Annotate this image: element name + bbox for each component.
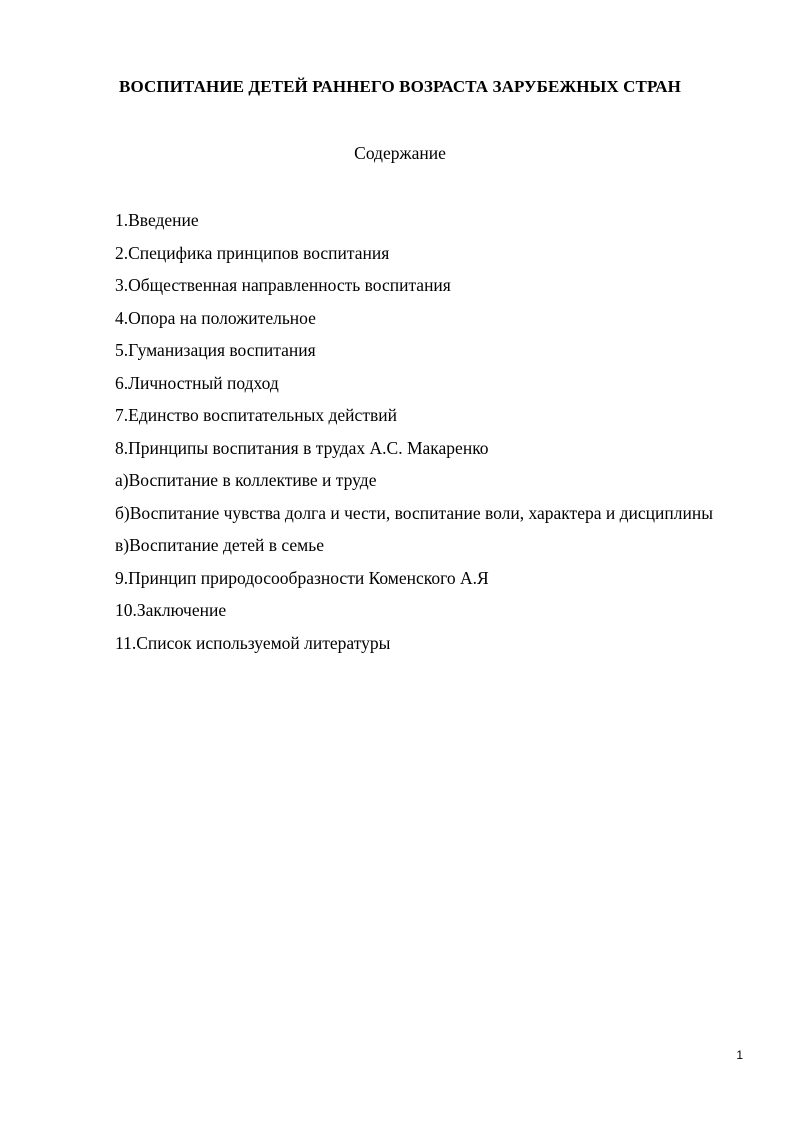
- toc-item: 6.Личностный подход: [115, 372, 279, 393]
- document-title: ВОСПИТАНИЕ ДЕТЕЙ РАННЕГО ВОЗРАСТА ЗАРУБЕЖНЫХ СТРАН: [119, 77, 681, 96]
- toc-item: 9.Принцип природосообразности Коменского А.Я: [115, 567, 489, 588]
- toc-item: 8.Принципы воспитания в трудах А.С. Макаренко: [115, 437, 489, 458]
- toc-item: 3.Общественная направленность воспитания: [115, 275, 451, 295]
- table-of-contents: [115, 204, 743, 659]
- toc-item: б)Воспитание чувства долга и чести, воспитание воли, характера и дисциплины: [115, 502, 713, 523]
- toc-item: 10.Заключение: [115, 600, 227, 620]
- toc-item: 1.Введение: [115, 210, 199, 230]
- toc-item: 4.Опора на положительное: [115, 307, 316, 328]
- toc-item: 7.Единство воспитательных действий: [115, 405, 397, 425]
- toc-item: в)Воспитание детей в семье: [115, 535, 324, 555]
- page-number: 1: [736, 1048, 743, 1062]
- toc-item: 5.Гуманизация воспитания: [115, 340, 316, 360]
- toc-item: 11.Список используемой литературы: [115, 632, 391, 653]
- toc-heading: Содержание: [354, 143, 446, 163]
- toc-item: 2.Специфика принципов воспитания: [115, 242, 390, 263]
- toc-item: а)Воспитание в коллективе и труде: [115, 470, 377, 490]
